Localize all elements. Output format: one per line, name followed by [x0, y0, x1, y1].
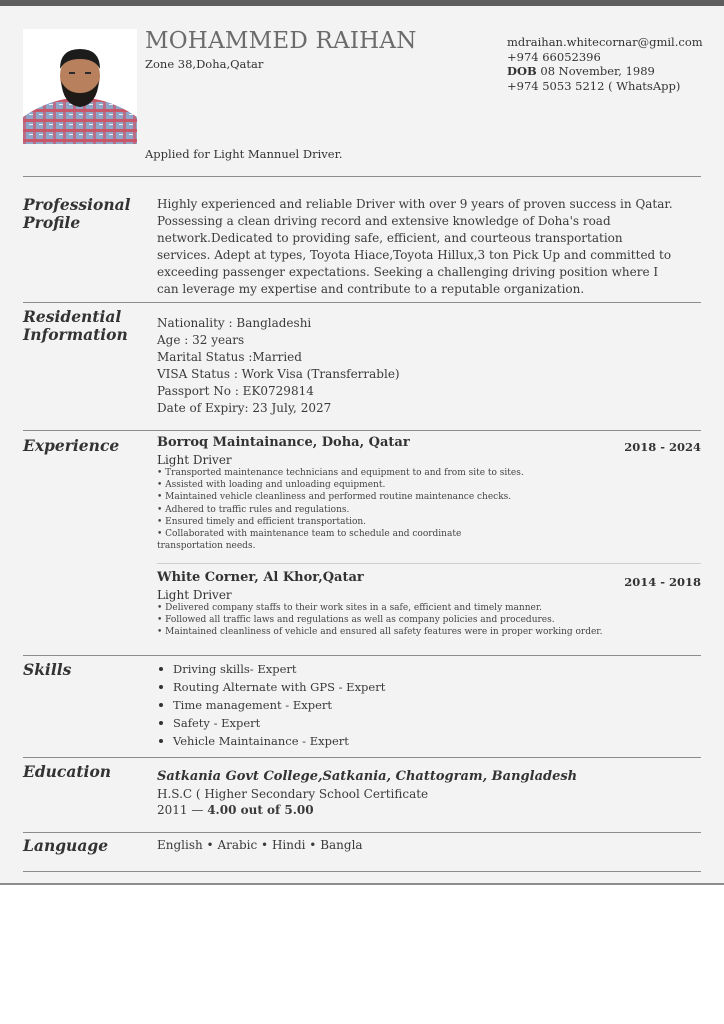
languages: English • Arabic • Hindi • Bangla — [157, 838, 363, 852]
section-title-line: Information — [23, 325, 128, 344]
visa-status: VISA Status : Work Visa (Transferrable) — [157, 367, 400, 381]
section-divider — [23, 871, 701, 872]
nationality: Nationality : Bangladeshi — [157, 316, 312, 330]
section-title-line: Profile — [23, 213, 81, 232]
resume-sheet — [0, 6, 724, 885]
age: Age : 32 years — [157, 333, 245, 347]
section-title-profile — [23, 196, 131, 232]
section-title-residential — [23, 308, 128, 344]
marital-status: Marital Status :Married — [157, 350, 302, 364]
section-title-experience: Experience — [23, 436, 120, 455]
phone[interactable]: +974 66052396 — [507, 49, 601, 64]
dob-label: DOB — [507, 64, 537, 78]
job-dates: 2018 - 2024 — [624, 440, 701, 454]
dob-value: 08 November, 1989 — [540, 64, 655, 78]
section-divider — [23, 655, 701, 656]
job-duties — [157, 467, 627, 552]
education-year — [157, 803, 314, 817]
whatsapp-number[interactable]: +974 5053 5212 ( WhatsApp) — [507, 78, 681, 93]
skill-item: Vehicle Maintainance - Expert — [157, 732, 385, 750]
duty-item: • Transported maintenance technicians and equipment to and from site to sites. — [157, 467, 627, 479]
section-title-language: Language — [23, 836, 109, 855]
education-school: Satkania Govt College,Satkania, Chattogram, Bangladesh — [157, 769, 578, 784]
skill-item: Safety - Expert — [157, 714, 385, 732]
profile-photo — [23, 29, 137, 144]
education-result: 4.00 out of 5.00 — [207, 803, 314, 817]
section-divider — [23, 302, 701, 303]
applied-position: Applied for Light Mannuel Driver. — [145, 147, 343, 161]
skill-item: Routing Alternate with GPS - Expert — [157, 678, 385, 696]
skill-item: Driving skills- Expert — [157, 660, 385, 678]
duty-item: • Adhered to traffic rules and regulations. — [157, 504, 627, 516]
passport-expiry: Date of Expiry: 23 July, 2027 — [157, 401, 332, 415]
graduation-year: 2011 — — [157, 803, 204, 817]
duty-item: • Maintained cleanliness of vehicle and ensured all safety features were in proper working order. — [157, 626, 627, 638]
duty-item: • Assisted with loading and unloading equipment. — [157, 479, 627, 491]
section-title-education: Education — [23, 762, 112, 781]
job-role: Light Driver — [157, 453, 232, 467]
profile-summary: Highly experienced and reliable Driver with over 9 years of proven success in Qatar. Possessing a clean driving record and extensive knowledge of Doha's road network.Dedicated to providing safe, efficient, and courteous transportation services. Adept at types, Toyota Hiace,Toyota Hillux,3 ton Pick Up and committed to exceeding passenger expectations. Seeking a challenging driving position where I can leverage my expertise and contribute to a reputable organization. — [157, 197, 673, 296]
job-role: Light Driver — [157, 588, 232, 602]
skill-item: Time management - Expert — [157, 696, 385, 714]
job-company: Borroq Maintainance, Doha, Qatar — [157, 435, 410, 450]
duty-item: • Ensured timely and efficient transportation. — [157, 516, 627, 528]
email[interactable]: mdraihan.whitecornar@gmil.com — [507, 35, 703, 49]
duty-item: • Followed all traffic laws and regulations as well as company policies and procedures. — [157, 614, 627, 626]
date-of-birth — [507, 64, 703, 79]
passport-number: Passport No : EK0729814 — [157, 384, 314, 398]
duty-item: • Delivered company staffs to their work sites in a safe, efficient and timely manner. — [157, 602, 627, 614]
job-separator — [157, 563, 701, 564]
section-title-skills: Skills — [23, 660, 72, 679]
address: Zone 38,Doha,Qatar — [145, 57, 264, 71]
section-title-line: Professional — [23, 195, 131, 214]
education-degree: H.S.C ( Higher Secondary School Certificate — [157, 787, 429, 801]
job-company: White Corner, Al Khor,Qatar — [157, 570, 364, 585]
contact-block — [507, 35, 703, 93]
residential-details — [157, 315, 400, 417]
job-duties — [157, 602, 627, 639]
section-divider — [23, 176, 701, 177]
section-divider — [23, 757, 701, 758]
section-divider — [23, 832, 701, 833]
section-title-line: Residential — [23, 307, 122, 326]
duty-item: • Collaborated with maintenance team to schedule and coordinate transportation needs. — [157, 528, 477, 552]
job-dates: 2014 - 2018 — [624, 575, 701, 589]
skills-list — [157, 660, 385, 750]
candidate-name: MOHAMMED RAIHAN — [145, 28, 417, 54]
duty-item: • Maintained vehicle cleanliness and performed routine maintenance checks. — [157, 491, 627, 503]
section-divider — [23, 430, 701, 431]
